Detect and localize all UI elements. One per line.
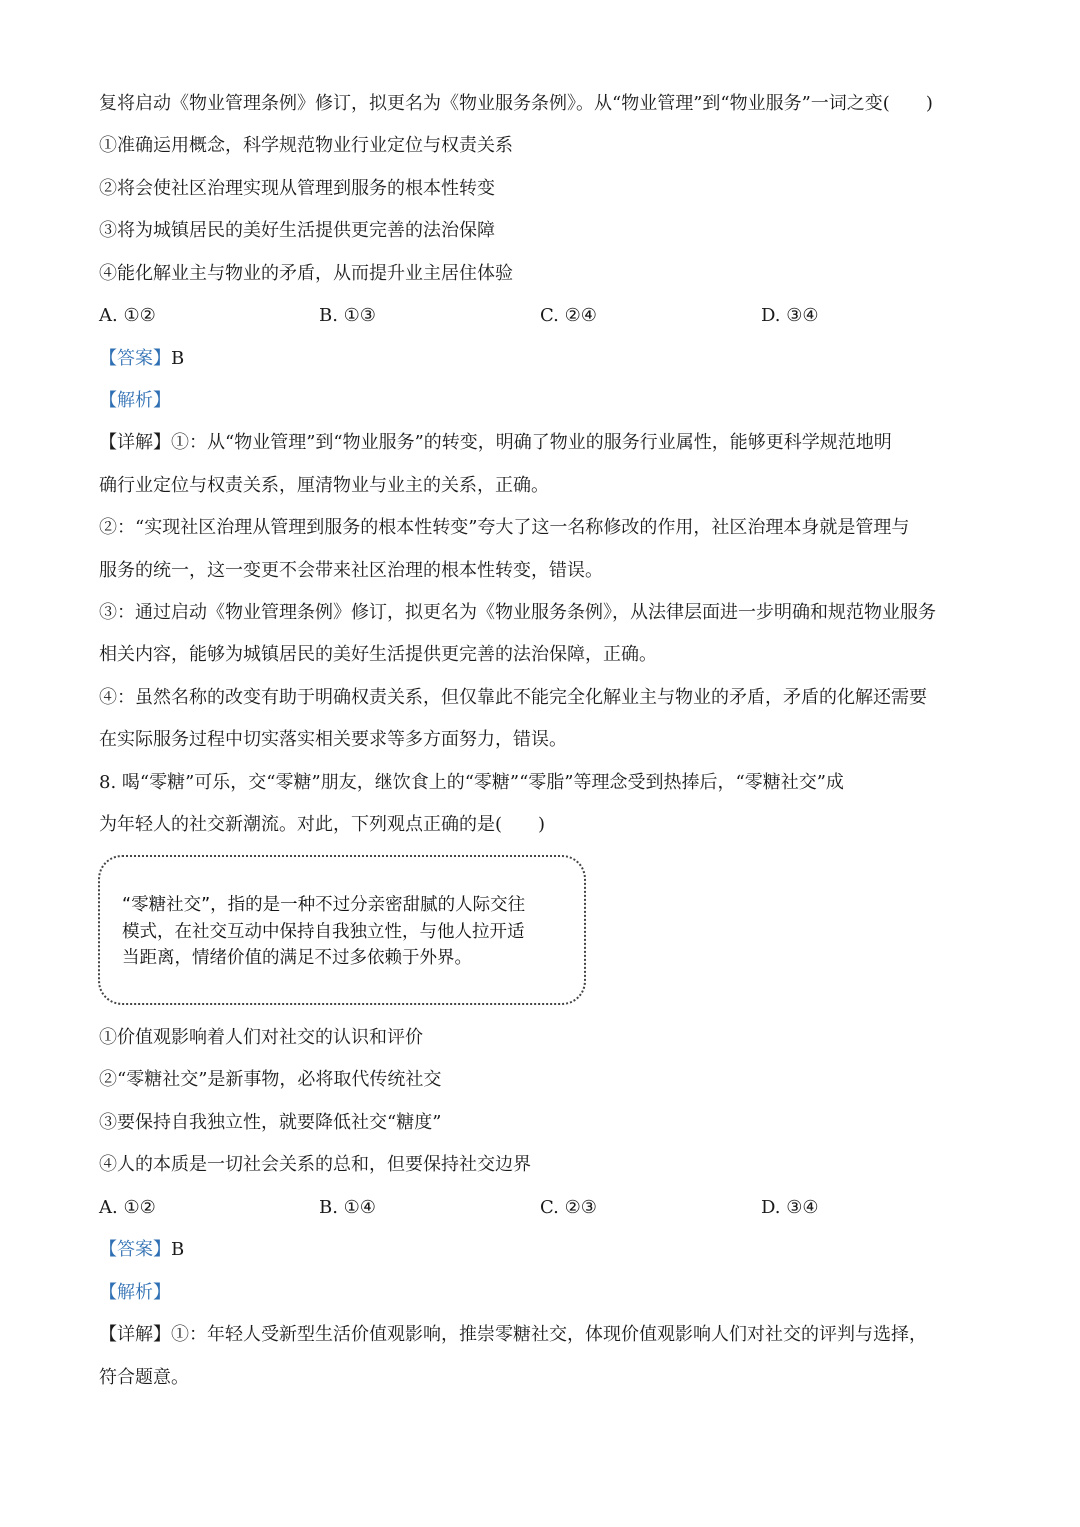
q8-statement-3: ③要保持自我独立性，就要降低社交“糖度” xyxy=(99,1112,442,1133)
q7-answer-line xyxy=(99,347,184,371)
q8-stem-line-1: 8. 喝“零糖”可乐，交“零糖”朋友，继饮食上的“零糖”“零脂”等理念受到热捧后，“零糖社交”成 xyxy=(99,772,844,793)
q8-answer: B xyxy=(171,1239,185,1260)
q8-option-a: A. ①② xyxy=(99,1197,156,1218)
q7-detail-line-1 xyxy=(99,431,892,455)
q7-detail-tag: 【详解】 xyxy=(99,432,171,453)
q7-statement-1: ①准确运用概念，科学规范物业行业定位与权责关系 xyxy=(99,135,513,156)
q8-analysis-line xyxy=(99,1281,171,1305)
q7-stem-tail: 复将启动《物业管理条例》修订，拟更名为《物业服务条例》。从“物业管理”到“物业服务”一词之变( ) xyxy=(99,93,933,114)
q7-detail-line-6: 相关内容，能够为城镇居民的美好生活提供更完善的法治保障，正确。 xyxy=(99,644,657,665)
q7-detail-line-8: 在实际服务过程中切实落实相关要求等多方面努力，错误。 xyxy=(99,729,567,750)
q7-detail-line-3: ②：“实现社区治理从管理到服务的根本性转变”夸大了这一名称修改的作用，社区治理本身就是管理与 xyxy=(99,517,910,538)
q7-statement-3: ③将为城镇居民的美好生活提供更完善的法治保障 xyxy=(99,220,495,241)
q8-statement-2: ②“零糖社交”是新事物，必将取代传统社交 xyxy=(99,1069,442,1090)
q7-option-c: C. ②④ xyxy=(540,305,597,326)
q8-detail-tag: 【详解】 xyxy=(99,1324,171,1345)
q7-detail-line-2: 确行业定位与权责关系，厘清物业与业主的关系，正确。 xyxy=(99,475,549,496)
q8-material-line-2: 模式，在社交互动中保持自我独立性，与他人拉开适 xyxy=(122,922,525,942)
q8-material-line-1: “零糖社交”，指的是一种不过分亲密甜腻的人际交往 xyxy=(122,895,526,915)
q7-option-b: B. ①③ xyxy=(319,305,376,326)
q8-statement-4: ④人的本质是一切社会关系的总和，但要保持社交边界 xyxy=(99,1154,531,1175)
q8-answer-line xyxy=(99,1238,184,1262)
q8-material-box xyxy=(98,855,586,1005)
q7-option-d: D. ③④ xyxy=(761,305,819,326)
q8-option-b: B. ①④ xyxy=(319,1197,376,1218)
q8-answer-tag: 【答案】 xyxy=(99,1239,171,1260)
q7-statement-4: ④能化解业主与物业的矛盾，从而提升业主居住体验 xyxy=(99,263,513,284)
q8-detail-text-1: ①：年轻人受新型生活价值观影响，推崇零糖社交，体现价值观影响人们对社交的评判与选择， xyxy=(171,1324,927,1345)
q7-detail-line-7: ④：虽然名称的改变有助于明确权责关系，但仅靠此不能完全化解业主与物业的矛盾，矛盾的化解还需要 xyxy=(99,687,927,708)
q7-detail-line-4: 服务的统一，这一变更不会带来社区治理的根本性转变，错误。 xyxy=(99,560,603,581)
q8-option-d: D. ③④ xyxy=(761,1197,819,1218)
q7-detail-text-1: ①：从“物业管理”到“物业服务”的转变，明确了物业的服务行业属性，能够更科学规范地明 xyxy=(171,432,892,453)
q8-analysis-tag: 【解析】 xyxy=(99,1282,171,1303)
q7-analysis-tag: 【解析】 xyxy=(99,390,171,411)
q8-material-line-3: 当距离，情绪价值的满足不过多依赖于外界。 xyxy=(122,948,472,968)
q7-answer-tag: 【答案】 xyxy=(99,348,171,369)
q8-option-c: C. ②③ xyxy=(540,1197,597,1218)
q7-analysis-line xyxy=(99,389,171,413)
q8-stem-line-2: 为年轻人的社交新潮流。对此，下列观点正确的是( ) xyxy=(99,814,546,835)
q8-detail-line-2: 符合题意。 xyxy=(99,1367,189,1388)
q7-statement-2: ②将会使社区治理实现从管理到服务的根本性转变 xyxy=(99,178,495,199)
q8-statement-1: ①价值观影响着人们对社交的认识和评价 xyxy=(99,1027,423,1048)
q7-detail-line-5: ③：通过启动《物业管理条例》修订，拟更名为《物业服务条例》，从法律层面进一步明确和规范物业服务 xyxy=(99,602,936,623)
q7-option-a: A. ①② xyxy=(99,305,156,326)
q8-detail-line-1 xyxy=(99,1323,927,1347)
q7-answer: B xyxy=(171,348,185,369)
